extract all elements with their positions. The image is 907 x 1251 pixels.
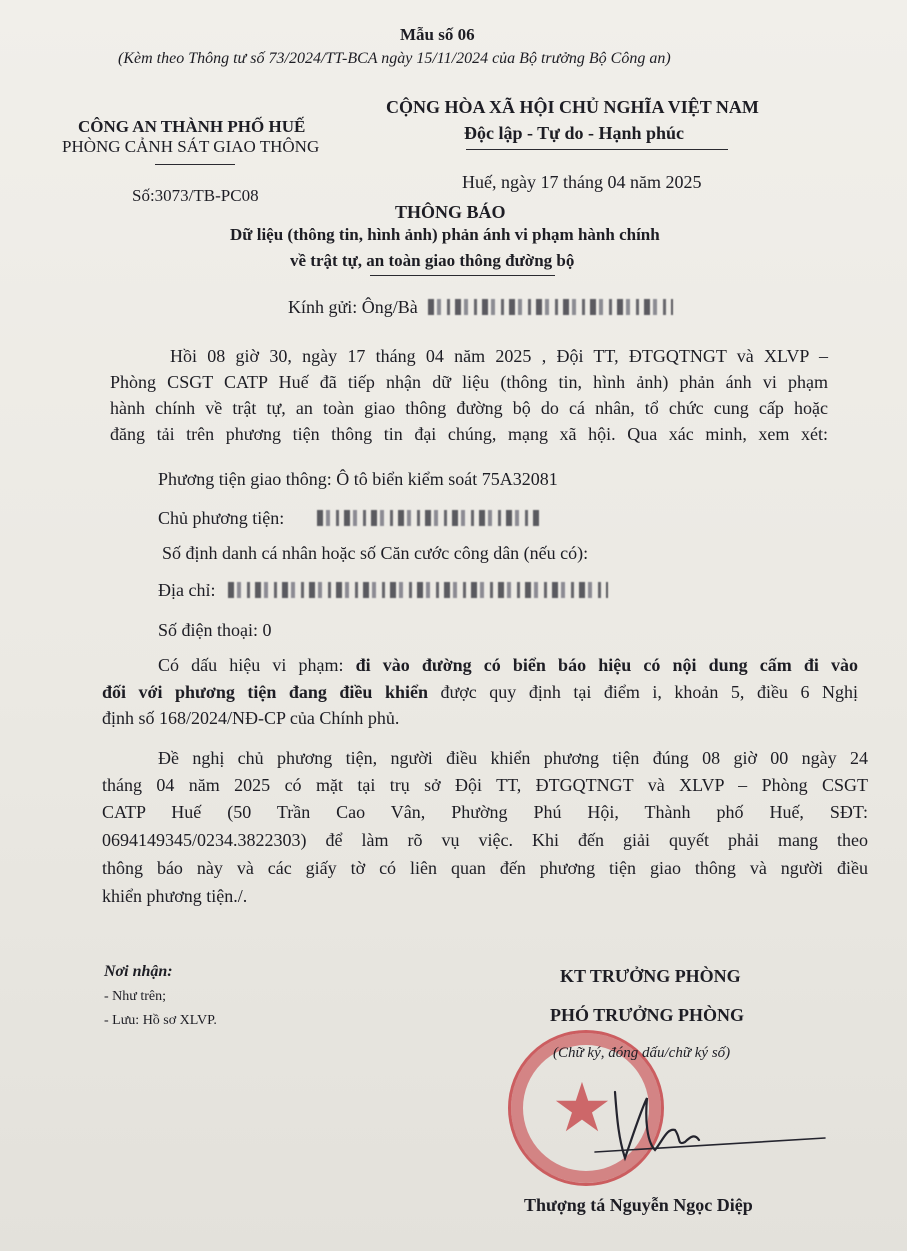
motto-underline	[466, 149, 728, 150]
intro-line: hành chính về trật tự, an toàn giao thông đường bộ do cá nhân, tổ chức cung cấp hoặc	[110, 398, 828, 418]
request-line: CATP Huế (50 Trần Cao Vân, Phường Phú Hội, Thành phố Huế, SĐT:	[102, 802, 868, 822]
title-underline	[370, 275, 555, 276]
signature-line-1: KT TRƯỞNG PHÒNG	[560, 966, 741, 986]
address-label: Địa chỉ:	[158, 580, 216, 600]
intro-line: Hồi 08 giờ 30, ngày 17 tháng 04 năm 2025 , Đội TT, ĐTGQTNGT và XLVP –	[170, 346, 828, 366]
address-field	[158, 580, 608, 601]
department-name: PHÒNG CẢNH SÁT GIAO THÔNG	[62, 137, 320, 156]
agency-underline	[155, 164, 235, 165]
phone-field: Số điện thoại: 0	[158, 620, 272, 640]
recipients-label: Nơi nhận:	[104, 963, 173, 980]
recipients-item: - Như trên;	[104, 989, 167, 1004]
intro-line: đăng tải trên phương tiện thông tin đại chúng, mạng xã hội. Qua xác minh, xem xét:	[110, 424, 828, 444]
id-number-field: Số định danh cá nhân hoặc số Căn cước công dân (nếu có):	[162, 543, 589, 563]
notice-subtitle-2: về trật tự, an toàn giao thông đường bộ	[290, 251, 575, 270]
redacted-recipient-name	[428, 299, 673, 315]
handwritten-signature-icon	[585, 1080, 835, 1170]
agency-name: CÔNG AN THÀNH PHỐ HUẾ	[78, 117, 306, 136]
owner-field	[158, 508, 542, 529]
notice-title: THÔNG BÁO	[395, 202, 506, 222]
request-line: tháng 04 năm 2025 có mặt tại trụ sở Đội TT, ĐTGQTNGT và XLVP – Phòng CSGT	[102, 775, 868, 795]
motto: Độc lập - Tự do - Hạnh phúc	[464, 123, 685, 143]
country-name: CỘNG HÒA XÃ HỘI CHỦ NGHĨA VIỆT NAM	[386, 97, 759, 117]
place-date: Huế, ngày 17 tháng 04 năm 2025	[462, 172, 702, 192]
recipient-label: Kính gửi: Ông/Bà	[288, 297, 418, 317]
redacted-address	[228, 582, 608, 598]
vehicle-field: Phương tiện giao thông: Ô tô biển kiểm soát 75A32081	[158, 469, 558, 489]
recipients-item: - Lưu: Hồ sơ XLVP.	[104, 1013, 217, 1028]
intro-line: Phòng CSGT CATP Huế đã tiếp nhận dữ liệu (thông tin, hình ảnh) phản ánh vi phạm	[110, 372, 828, 392]
notice-subtitle-1: Dữ liệu (thông tin, hình ảnh) phản ánh vi phạm hành chính	[230, 225, 660, 244]
form-number: Mẫu số 06	[400, 25, 475, 44]
violation-line-1: Có dấu hiệu vi phạm: đi vào đường có biển báo hiệu có nội dung cấm đi vào	[158, 655, 859, 675]
signature-line-2: PHÓ TRƯỞNG PHÒNG	[550, 1005, 745, 1025]
redacted-owner	[317, 510, 542, 526]
request-line: Đề nghị chủ phương tiện, người điều khiển phương tiện đúng 08 giờ 00 ngày 24	[158, 748, 868, 768]
seal-star-icon: ★	[551, 1070, 613, 1146]
request-line: khiển phương tiện./.	[102, 886, 248, 906]
signer-name: Thượng tá Nguyễn Ngọc Diệp	[524, 1195, 753, 1215]
recipient-line	[288, 297, 673, 318]
violation-line-2: đối với phương tiện đang điều khiển được quy định tại điểm i, khoản 5, điều 6 Nghị	[102, 682, 858, 702]
violation-line-3: định số 168/2024/NĐ-CP của Chính phủ.	[102, 708, 400, 728]
document-number: Số:3073/TB-PC08	[132, 186, 259, 205]
form-reference: (Kèm theo Thông tư số 73/2024/TT-BCA ngày 15/11/2024 của Bộ trưởng Bộ Công an)	[118, 50, 671, 67]
request-line: 0694149345/0234.3822303) để làm rõ vụ việc. Khi đến giải quyết phải mang theo	[102, 830, 868, 850]
signature-note: (Chữ ký, đóng dấu/chữ ký số)	[553, 1045, 731, 1061]
owner-label: Chủ phương tiện:	[158, 508, 285, 528]
request-line: thông báo này và các giấy tờ có liên quan đến phương tiện giao thông và người điều	[102, 858, 868, 878]
